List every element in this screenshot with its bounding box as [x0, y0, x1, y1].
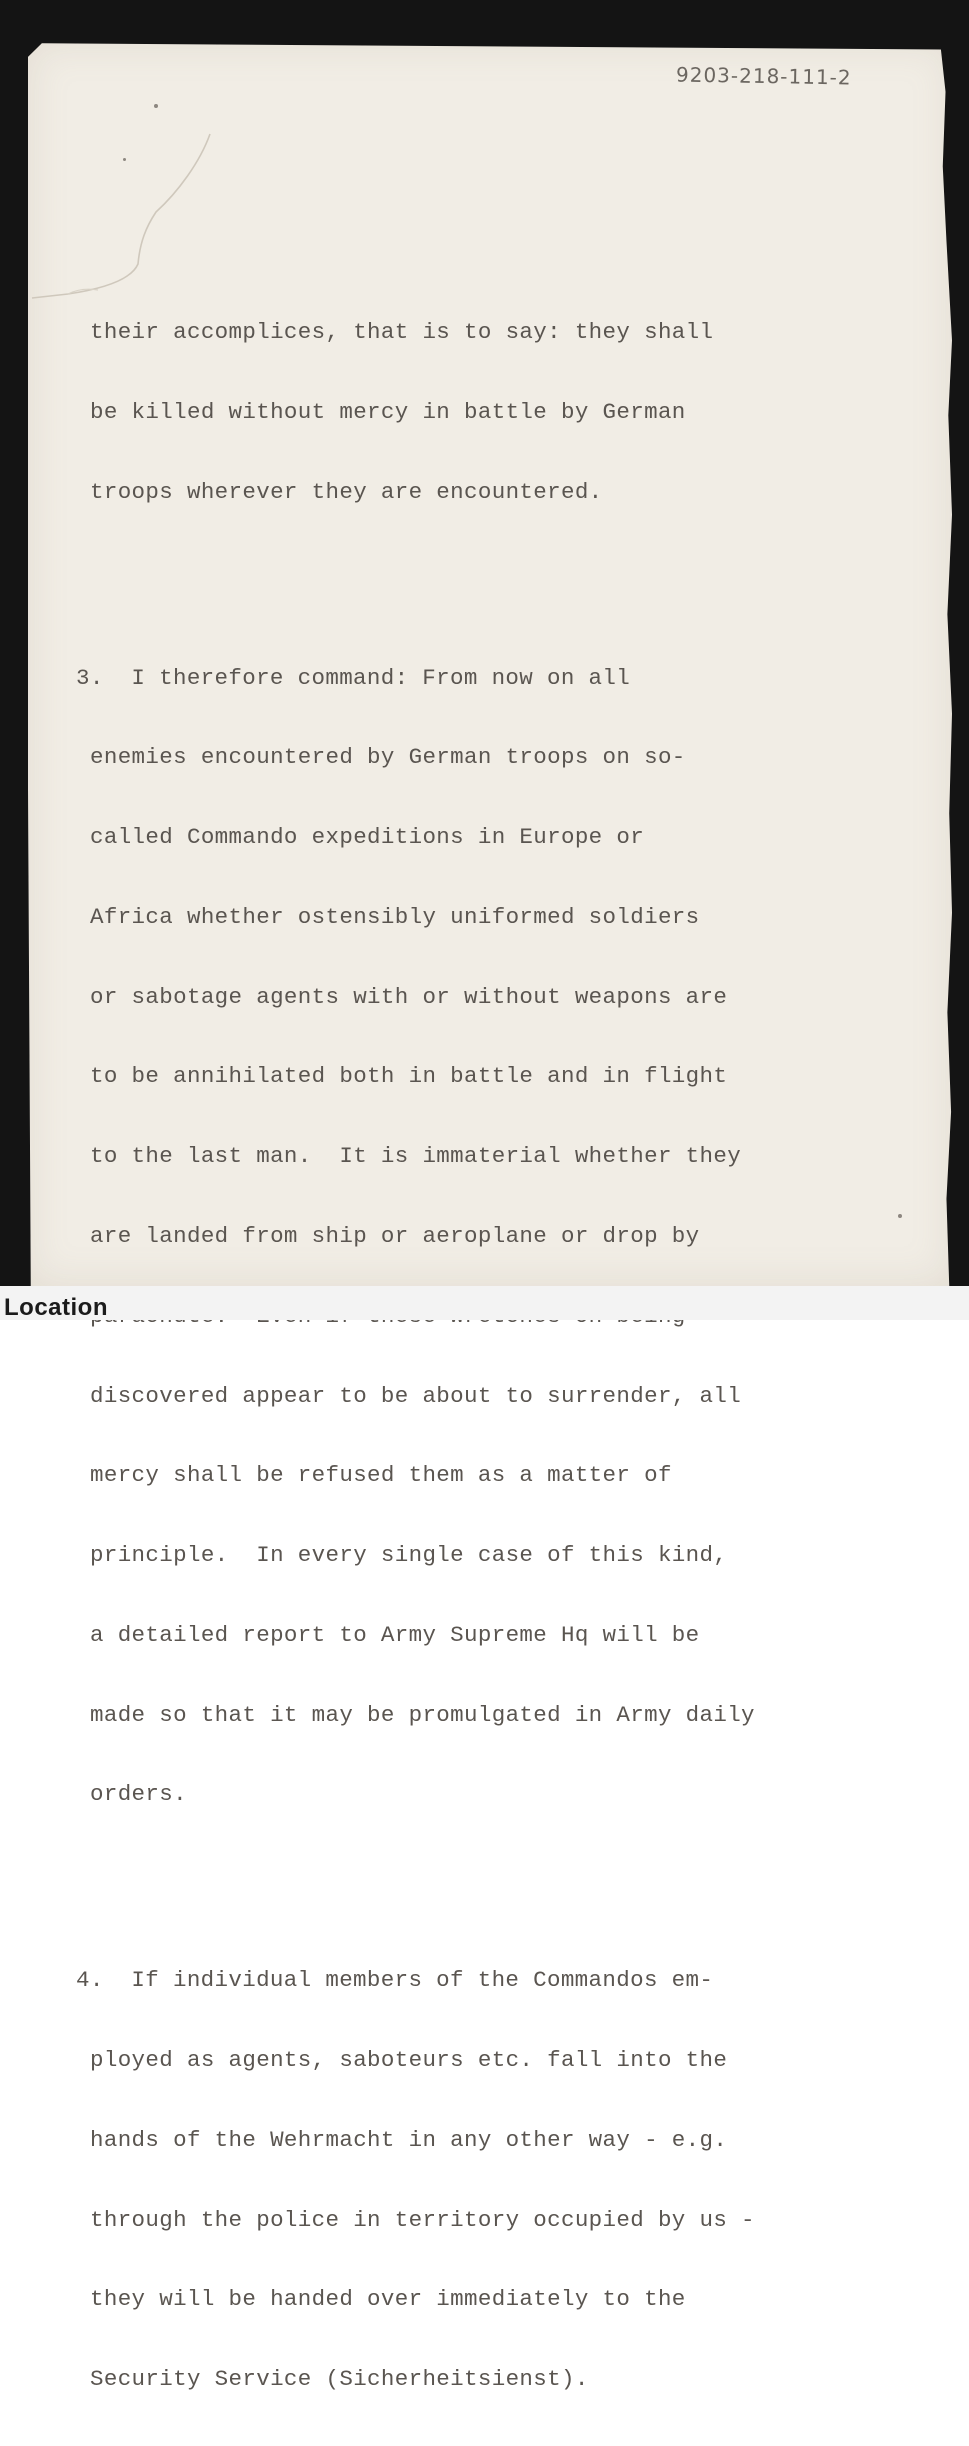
- text-line: ployed as agents, saboteurs etc. fall into the: [90, 2046, 728, 2073]
- text-line: are landed from ship or aeroplane or drop by: [90, 1222, 700, 1249]
- text-line: discovered appear to be about to surrender, all: [90, 1382, 742, 1409]
- text-line: mercy shall be refused them as a matter of: [90, 1462, 672, 1489]
- text-line: through the police in territory occupied by us -: [90, 2206, 755, 2233]
- text-line: to be annihilated both in battle and in flight: [90, 1063, 728, 1090]
- page-footer-strip: [0, 1286, 969, 1320]
- text-line: orders.: [90, 1781, 187, 1808]
- text-line: be killed without mercy in battle by German: [90, 398, 686, 425]
- text-line: a detailed report to Army Supreme Hq will be: [90, 1621, 700, 1648]
- text-line: hands of the Wehrmacht in any other way - e.g.: [90, 2126, 728, 2153]
- text-line: principle. In every single case of this kind,: [90, 1542, 728, 1569]
- text-line: called Commando expeditions in Europe or: [90, 824, 645, 851]
- text-line: 4. If individual members of the Commandos em-: [76, 1967, 714, 1994]
- text-line: troops wherever they are encountered.: [90, 478, 603, 505]
- archive-reference-number: 9203-218-111-2: [675, 62, 852, 90]
- typed-text-body: [76, 266, 870, 2446]
- ink-speck: [154, 104, 158, 108]
- text-line: their accomplices, that is to say: they shall: [90, 319, 714, 346]
- text-line: Security Service (Sicherheitsienst).: [90, 2366, 589, 2393]
- paragraph-gap: [90, 1861, 870, 1887]
- text-line: made so that it may be promulgated in Army daily: [90, 1701, 755, 1728]
- text-line: to the last man. It is immaterial whether they: [90, 1143, 742, 1170]
- ink-speck: [123, 158, 126, 161]
- text-line: they will be handed over immediately to the: [90, 2286, 686, 2313]
- location-heading: Location: [4, 1294, 108, 1321]
- text-line: 3. I therefore command: From now on all: [76, 664, 631, 691]
- text-line: or sabotage agents with or without weapons are: [90, 983, 728, 1010]
- paragraph-gap: [90, 559, 870, 585]
- ink-speck: [898, 1214, 902, 1218]
- text-line: enemies encountered by German troops on so-: [90, 744, 686, 771]
- text-line: Africa whether ostensibly uniformed soldiers: [90, 903, 700, 930]
